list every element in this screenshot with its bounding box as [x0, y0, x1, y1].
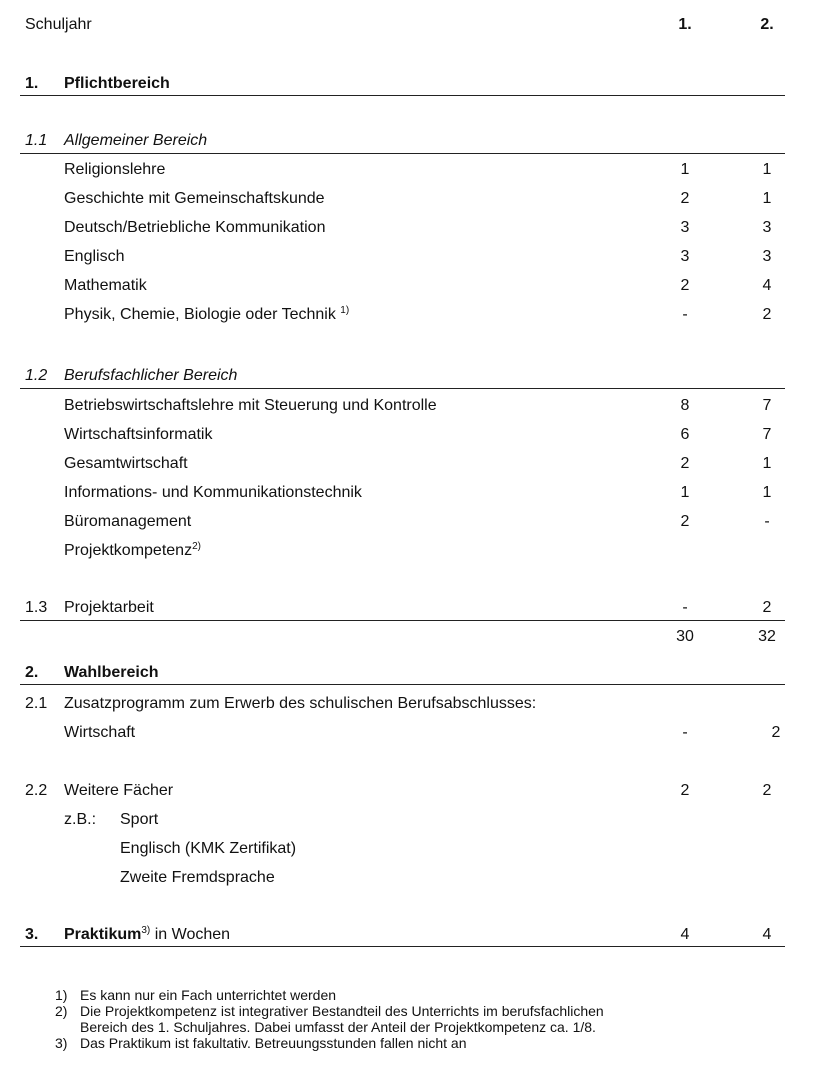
footnote-text: Das Praktikum ist fakultativ. Betreuungsstunden fallen nicht an [80, 1035, 467, 1051]
subsection-2-1-title: Zusatzprogramm zum Erwerb des schulischen Berufsabschlusses: [64, 695, 537, 712]
example-subject: Englisch (KMK Zertifikat) [120, 840, 297, 857]
subject-row-label: Deutsch/Betriebliche Kommunikation [64, 219, 326, 236]
subject-row-year-1: 2 [680, 782, 690, 799]
subject-row-year-2: 2 [762, 599, 772, 616]
subsection-2-2-number: 2.2 [25, 782, 48, 799]
subject-row-label: Wirtschaft [64, 724, 136, 741]
divider [20, 620, 785, 621]
total-year-1: 30 [676, 628, 694, 645]
subject-row-year-2: 3 [762, 219, 772, 236]
section-2-number: 2. [25, 664, 39, 681]
subject-row-year-1: 3 [680, 248, 690, 265]
subject-row-label: Gesamtwirtschaft [64, 455, 188, 472]
subject-row-year-1: 2 [680, 455, 690, 472]
section-3-suffix: in Wochen [150, 926, 231, 943]
section-1-number: 1. [25, 75, 39, 92]
subject-row-label: Geschichte mit Gemeinschaftskunde [64, 190, 325, 207]
subject-row-label: Büromanagement [64, 513, 192, 530]
subject-row-year-2: 2 [771, 724, 781, 741]
subject-row-year-2: 4 [762, 926, 772, 943]
subject-row-year-1: - [682, 306, 688, 323]
subject-row-year-2: 1 [762, 190, 772, 207]
footnote-number: 2) [55, 1003, 68, 1019]
subject-row-label: Englisch [64, 248, 125, 265]
subject-row-year-2: 1 [762, 455, 772, 472]
subject-row-year-2: 1 [762, 484, 772, 501]
section-2-title: Wahlbereich [64, 664, 159, 681]
header-label: Schuljahr [25, 16, 92, 33]
subject-text: Physik, Chemie, Biologie oder Technik [64, 306, 336, 323]
subject-row-label [64, 305, 349, 325]
subsection-1-2-number: 1.2 [25, 367, 48, 384]
subject-row-year-1: 4 [680, 926, 690, 943]
subsection-1-1-title: Allgemeiner Bereich [64, 132, 208, 149]
subject-row-year-2: 2 [762, 306, 772, 323]
subject-row-year-1: 1 [680, 484, 690, 501]
section-3-title [64, 925, 230, 945]
subject-row-year-1: 6 [680, 426, 690, 443]
example-subject: Zweite Fremdsprache [120, 869, 275, 886]
divider [20, 946, 785, 947]
subject-row-year-2: 7 [762, 426, 772, 443]
subject-row-label [64, 541, 201, 561]
subject-row-year-1: 2 [680, 513, 690, 530]
subsection-1-3-number: 1.3 [25, 599, 48, 616]
divider [20, 684, 785, 685]
total-year-2: 32 [758, 628, 776, 645]
section-1-title: Pflichtbereich [64, 75, 170, 92]
footnote-ref: 1) [340, 305, 350, 316]
example-label: z.B.: [64, 811, 97, 828]
subject-row-year-1: 3 [680, 219, 690, 236]
header-year-1: 1. [678, 16, 692, 33]
subject-row-year-1: 2 [680, 277, 690, 294]
subsection-2-1-number: 2.1 [25, 695, 48, 712]
divider [20, 95, 785, 96]
header-year-2: 2. [760, 16, 774, 33]
divider [20, 153, 785, 154]
footnote-number: 1) [55, 987, 68, 1003]
section-3-title-text: Praktikum [64, 926, 142, 943]
footnote-text: Bereich des 1. Schuljahres. Dabei umfasst der Anteil der Projektkompetenz ca. 1/8. [80, 1019, 596, 1035]
subject-row-label: Wirtschaftsinformatik [64, 426, 213, 443]
subject-row-year-2: 2 [762, 782, 772, 799]
subject-row-year-1: - [682, 599, 688, 616]
subject-row-year-1: 1 [680, 161, 690, 178]
footnote-number: 3) [55, 1035, 68, 1051]
footnote-ref: 3) [141, 925, 151, 936]
subject-row-label: Informations- und Kommunikationstechnik [64, 484, 362, 501]
subject-row-year-2: 4 [762, 277, 772, 294]
subsection-1-2-title: Berufsfachlicher Bereich [64, 367, 238, 384]
section-3-number: 3. [25, 926, 39, 943]
subject-row-year-1: - [682, 724, 688, 741]
subject-row-label: Religionslehre [64, 161, 166, 178]
subject-row-year-2: 3 [762, 248, 772, 265]
footnote-text: Die Projektkompetenz ist integrativer Bestandteil des Unterrichts im berufsfachlichen [80, 1003, 604, 1019]
example-subject: Sport [120, 811, 159, 828]
subject-row-label: Betriebswirtschaftslehre mit Steuerung und Kontrolle [64, 397, 437, 414]
subsection-1-3-title: Projektarbeit [64, 599, 154, 616]
subject-row-year-1: 8 [680, 397, 690, 414]
footnote-ref: 2) [192, 541, 201, 552]
subject-row-label: Mathematik [64, 277, 147, 294]
subsection-1-1-number: 1.1 [25, 132, 48, 149]
footnote-text: Es kann nur ein Fach unterrichtet werden [80, 987, 337, 1003]
subsection-2-2-title: Weitere Fächer [64, 782, 174, 799]
subject-row-year-2: - [764, 513, 770, 530]
divider [20, 388, 785, 389]
subject-text: Projektkompetenz [64, 542, 193, 559]
subject-row-year-1: 2 [680, 190, 690, 207]
subject-row-year-2: 1 [762, 161, 772, 178]
subject-row-year-2: 7 [762, 397, 772, 414]
